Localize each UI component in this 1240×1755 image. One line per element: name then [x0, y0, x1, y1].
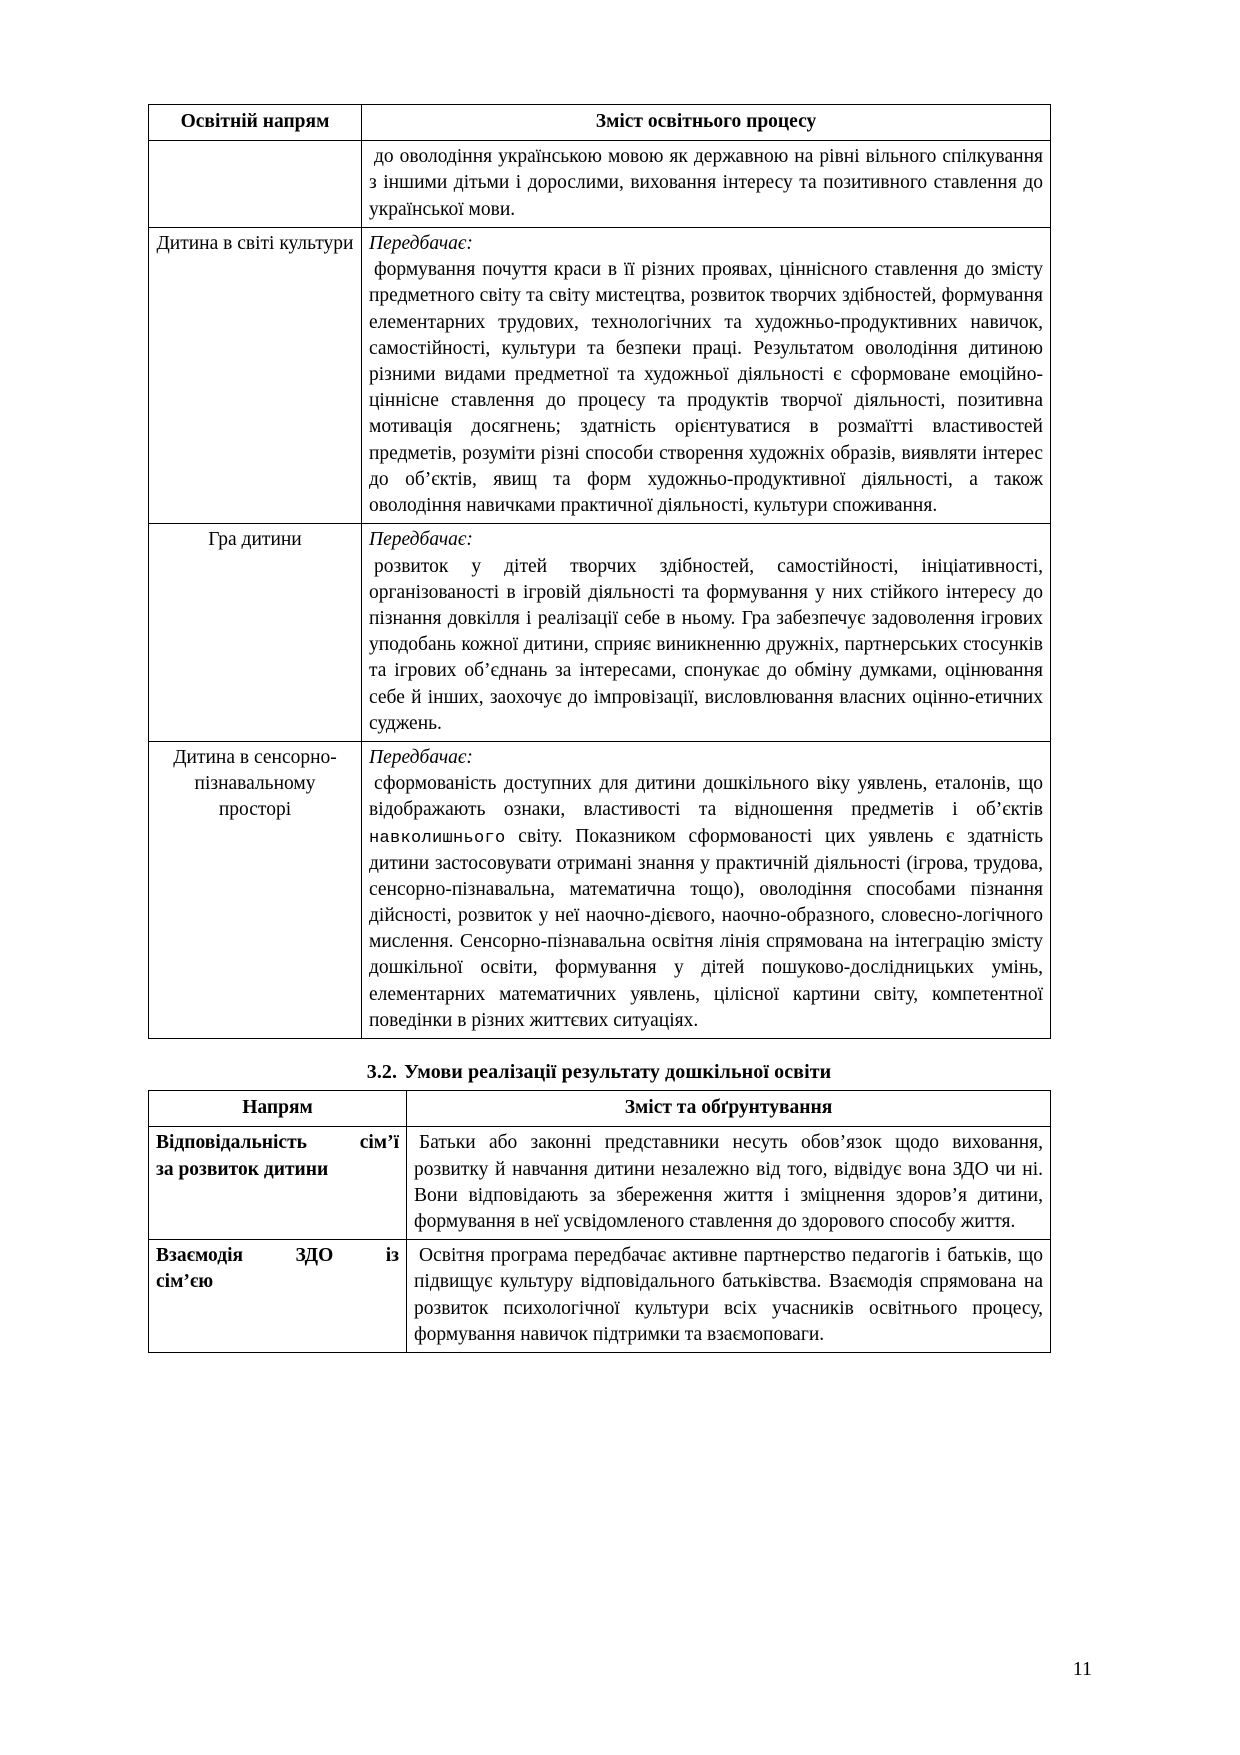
content-text-before: сформованість доступних для дитини дошкільного віку уявлень, еталонів, що відображають ознаки, властивості та відношення предметів і об’єктів [369, 773, 1043, 821]
direction-cell: Дитина в світі культури [149, 227, 362, 523]
column-header-direction: Напрям [149, 1091, 407, 1127]
content-paragraph: Батьки або законні представники несуть обов’язок щодо виховання, розвитку й навчання дитини незалежно від того, відвідує вона ЗДО чи ні. Вони відповідають за збереження життя і зміцнення здоров’я дитини, формування в неї усвідомленого ставлення до здорового способу життя. [414, 1132, 1043, 1232]
column-header-content: Зміст та обґрунтування [407, 1091, 1051, 1127]
content-paragraph: формування почуття краси в її різних проявах, ціннісного ставлення до змісту предметного світу та світу мистецтва, розвиток творчих здібностей, формування елементарних трудових, технологічних та художньо-продуктивних навичок, самостійності, культури та безпеки праці. Результатом оволодіння дитиною різними видами предметної та художньої діяльності є сформоване емоційно-ціннісне ставлення до процесу та продуктів творчої діяльності, позитивна мотивація досягнень; здатність орієнтуватися в розмаїтті властивостей предметів, розуміти різні способи створення художніх образів, виявляти інтерес до об’єктів, явищ та форм художньо-продуктивної діяльності, а також оволодіння навичками практичної діяльності, культури споживання. [369, 259, 1043, 517]
column-header-content: Зміст освітнього процесу [362, 105, 1051, 141]
section-title: Умови реалізації результату дошкільної освіти [404, 1061, 832, 1084]
direction-cell: Гра дитини [149, 524, 362, 742]
content-cell [362, 524, 1051, 742]
direction-line-1: Відповідальність сім’ї [156, 1132, 399, 1154]
section-heading [148, 1061, 1050, 1084]
content-lead: Передбачає: [369, 529, 473, 551]
content-cell [407, 1127, 1051, 1240]
direction-cell [149, 1240, 407, 1353]
content-cell [362, 742, 1051, 1039]
direction-line-2: за розвиток дитини [156, 1158, 329, 1180]
content-paragraph: розвиток у дітей творчих здібностей, самостійності, ініціативності, організованості в ігровій діяльності та формування у них стійкого інтересу до пізнання довкілля і реалізації себе в ньому. Гра забезпечує задоволення ігрових уподобань кожної дитини, сприяє виникненню дружніх, партнерських стосунків та ігрових об’єднань за інтересами, спонукає до обміну думками, оцінювання себе й інших, заохочує до імпровізації, висловлювання власних оцінно-етичних суджень. [369, 555, 1043, 734]
table-row [149, 141, 1051, 228]
content-lead: Передбачає: [369, 232, 473, 254]
table-row [149, 524, 1051, 742]
page-number: 11 [1072, 1658, 1092, 1680]
content-cell [407, 1240, 1051, 1353]
table-header-row [149, 1091, 1051, 1127]
content-cell [362, 141, 1051, 228]
table-row [149, 227, 1051, 523]
content-paragraph [369, 771, 1043, 1034]
content-paragraph: до оволодіння українською мовою як державною на рівні вільного спілкування з іншими дітьми і дорослими, виховання інтересу та позитивного ставлення до української мови. [369, 146, 1043, 220]
direction-cell [149, 141, 362, 228]
content-paragraph: Освітня програма передбачає активне партнерство педагогів і батьків, що підвищує культуру відповідального батьківства. Взаємодія спрямована на розвиток психологічної культури всіх учасників освітнього процесу, формування навичок підтримки та взаємоповаги. [414, 1245, 1043, 1345]
table-header-row [149, 105, 1051, 141]
education-directions-table [148, 104, 1051, 1039]
content-lead: Передбачає: [369, 747, 473, 769]
section-number: 3.2. [366, 1061, 398, 1084]
direction-line-1: Взаємодія ЗДО із [156, 1245, 399, 1267]
content-monospace-word: навколишнього [369, 828, 506, 848]
column-header-direction: Освітній напрям [149, 105, 362, 141]
direction-cell [149, 1127, 407, 1240]
implementation-conditions-table [148, 1090, 1051, 1353]
direction-line-2: сім’єю [156, 1271, 214, 1293]
table-row [149, 1127, 1051, 1240]
table-row [149, 1240, 1051, 1353]
direction-cell: Дитина в сенсорно-пізнавальному просторі [149, 742, 362, 1039]
content-cell [362, 227, 1051, 523]
table-row [149, 742, 1051, 1039]
content-text-after: світу. Показником сформованості цих уявлень є здатність дитини застосовувати отримані знання у практичній діяльності (ігрова, трудова, сенсорно-пізнавальна, математична тощо), оволодіння способами пізнання дійсності, розвиток у неї наочно-дієвого, наочно-образного, словесно-логічного мислення. Сенсорно-пізнавальна освітня лінія спрямована на інтеграцію змісту дошкільної освіти, формування у дітей пошуково-дослідницьких умінь, елементарних математичних уявлень, цілісної картини світу, компетентної поведінки в різних життєвих ситуаціях. [369, 825, 1043, 1031]
